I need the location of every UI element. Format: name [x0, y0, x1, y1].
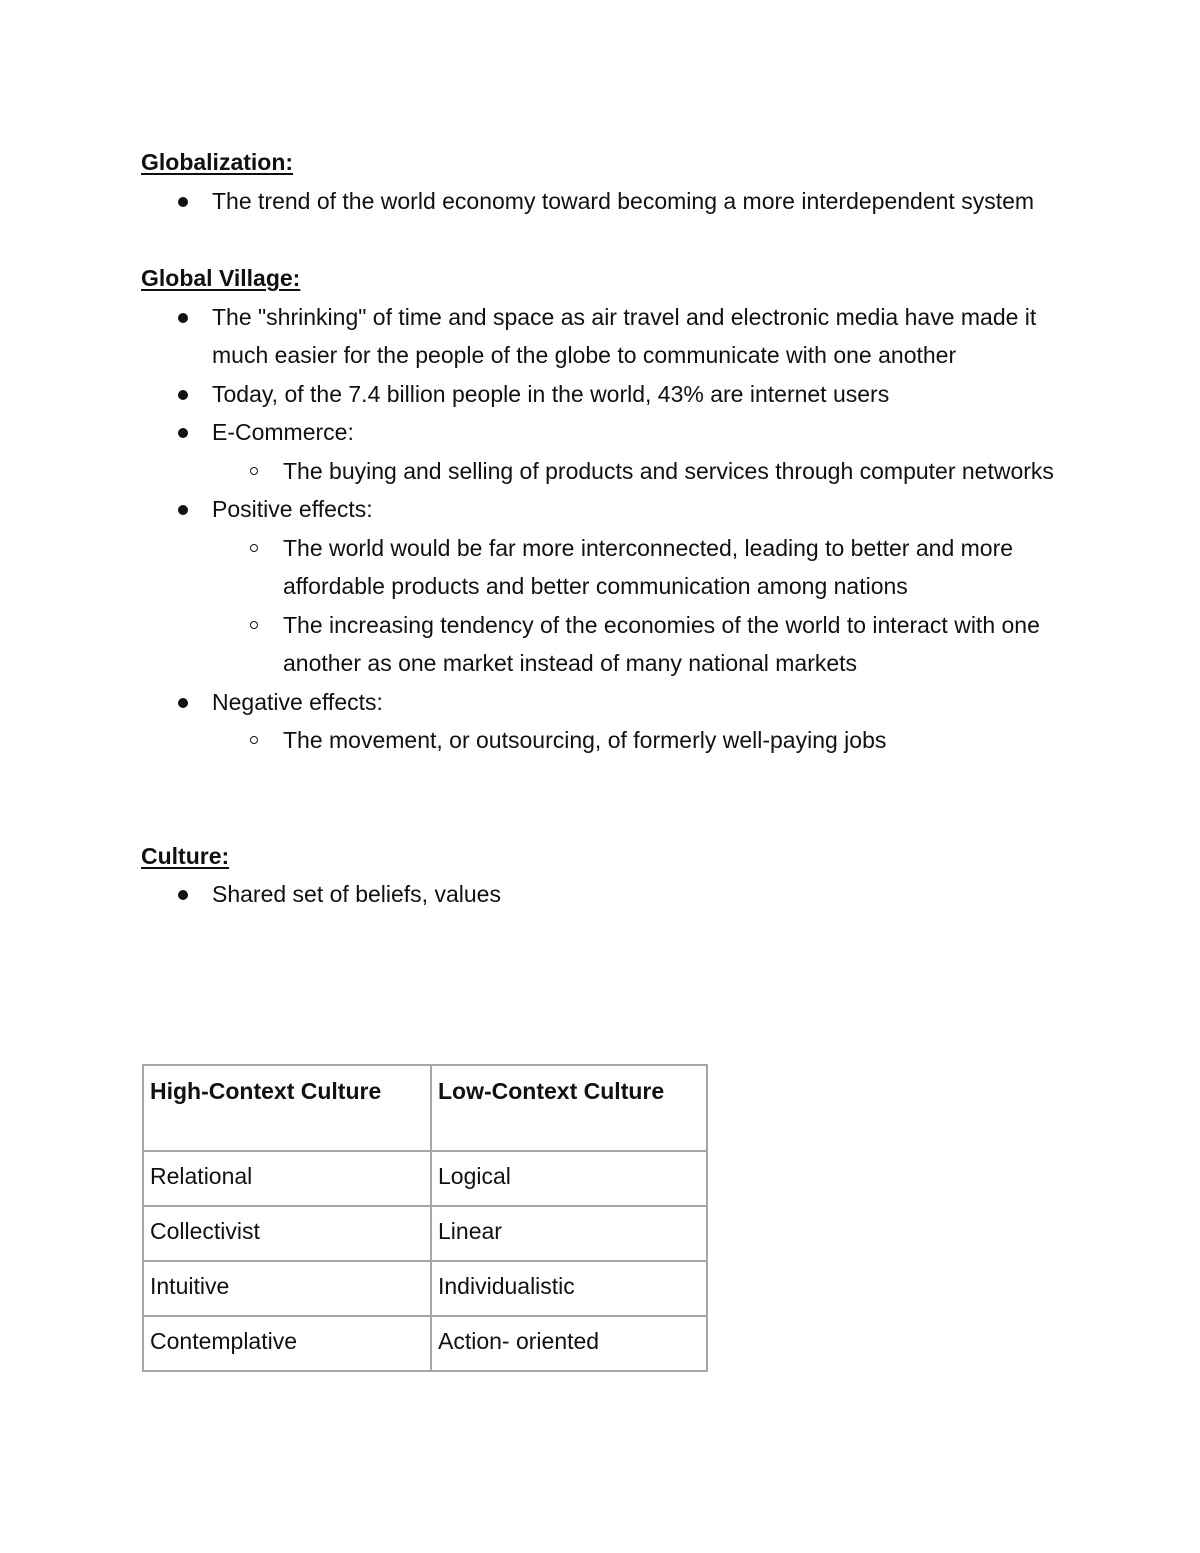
globalization-list	[141, 182, 1071, 221]
bullet-icon	[178, 313, 188, 323]
list-item-text: Shared set of beliefs, values	[212, 881, 501, 907]
sub-list-item	[283, 452, 1071, 491]
global-village-heading: Global Village:	[141, 265, 301, 291]
table-row	[143, 1316, 707, 1371]
bullet-icon	[178, 505, 188, 515]
culture-list	[141, 875, 1071, 914]
list-item	[212, 182, 1071, 221]
table-cell: Logical	[431, 1151, 707, 1206]
sub-list-item-text: The buying and selling of products and services through computer networks	[283, 457, 1054, 484]
notes-body	[141, 143, 1071, 914]
global-village-list	[141, 298, 1071, 760]
table-row	[143, 1151, 707, 1206]
spacer	[141, 760, 1071, 837]
list-item-text: E-Commerce:	[212, 419, 354, 445]
culture-heading: Culture:	[141, 842, 230, 869]
sub-list-item	[283, 529, 1071, 606]
sub-list-item-text: The world would be far more interconnected, leading to better and more affordable products and better communication among nations	[283, 534, 1014, 599]
list-item-text: Negative effects:	[212, 688, 383, 715]
list-item-text: The "shrinking" of time and space as air travel and electronic media have made it much easier for the people of the globe to communicate with one another	[212, 303, 1037, 368]
table-row	[143, 1261, 707, 1316]
list-item	[212, 298, 1071, 375]
table-cell: Relational	[143, 1151, 431, 1206]
table-header-cell: Low-Context Culture	[431, 1065, 707, 1151]
spacer	[141, 220, 1071, 259]
table-header-row	[143, 1065, 707, 1151]
list-item-text: The trend of the world economy toward becoming a more interdependent system	[212, 187, 1035, 214]
table-cell: Intuitive	[143, 1261, 431, 1316]
bullet-icon	[178, 197, 188, 207]
context-culture-table	[142, 1064, 708, 1372]
bullet-icon	[178, 698, 188, 708]
list-item	[212, 375, 1071, 414]
list-item	[212, 490, 1071, 683]
table-cell: Collectivist	[143, 1206, 431, 1261]
hollow-bullet-icon	[250, 621, 258, 629]
sub-list-item	[283, 721, 1071, 760]
globalization-heading: Globalization:	[141, 149, 294, 175]
sub-list-item-text: The movement, or outsourcing, of formerly well-paying jobs	[283, 727, 887, 753]
list-item-text: Positive effects:	[212, 496, 373, 522]
table-cell: Contemplative	[143, 1316, 431, 1371]
sub-list-item-text: The increasing tendency of the economies of the world to interact with one another as one market instead of many national markets	[283, 611, 1040, 676]
positive-effects-sublist	[212, 529, 1071, 683]
table-cell: Action- oriented	[431, 1316, 707, 1371]
bullet-icon	[178, 390, 188, 400]
hollow-bullet-icon	[250, 467, 258, 475]
ecommerce-sublist	[212, 452, 1071, 491]
table-cell: Individualistic	[431, 1261, 707, 1316]
hollow-bullet-icon	[250, 544, 258, 552]
list-item	[212, 875, 1071, 914]
table-header-cell: High-Context Culture	[143, 1065, 431, 1151]
table-row	[143, 1206, 707, 1261]
hollow-bullet-icon	[250, 736, 258, 744]
table-cell: Linear	[431, 1206, 707, 1261]
list-item-text: Today, of the 7.4 billion people in the world, 43% are internet users	[212, 380, 890, 407]
negative-effects-sublist	[212, 721, 1071, 760]
bullet-icon	[178, 428, 188, 438]
list-item	[212, 413, 1071, 490]
list-item	[212, 683, 1071, 760]
sub-list-item	[283, 606, 1071, 683]
bullet-icon	[178, 890, 188, 900]
